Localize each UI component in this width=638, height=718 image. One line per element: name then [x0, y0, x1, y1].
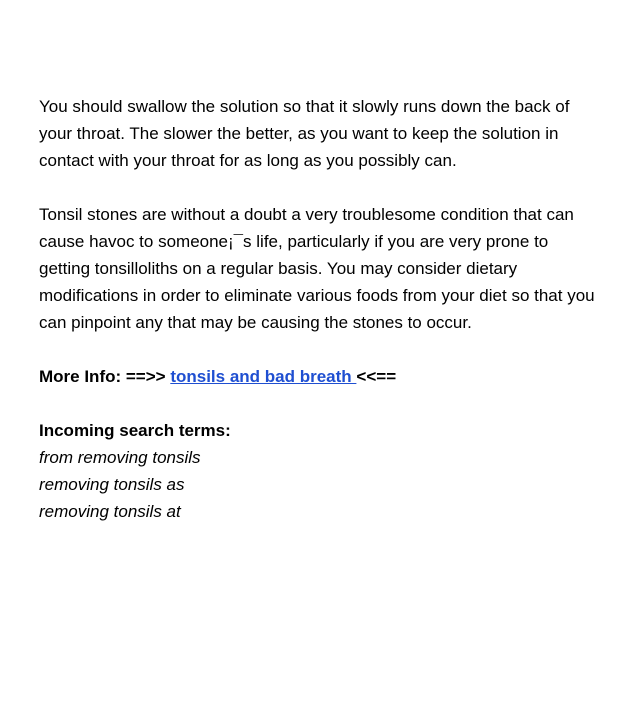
document-page — [39, 93, 599, 525]
search-term: removing tonsils as — [39, 475, 185, 494]
tonsils-bad-breath-link[interactable]: tonsils and bad breath — [170, 367, 357, 386]
more-info-prefix: More Info: ==>> — [39, 367, 171, 386]
paragraph-swallow-solution: You should swallow the solution so that it slowly runs down the back of your throat. The slower the better, as you want to keep the solution in contact with your throat for as long as you possibly can. — [39, 97, 570, 170]
incoming-search-title: Incoming search terms: — [39, 421, 231, 440]
search-term: from removing tonsils — [39, 448, 201, 467]
more-info-line — [39, 363, 599, 390]
search-terms-list — [39, 444, 599, 525]
search-term: removing tonsils at — [39, 502, 181, 521]
more-info-suffix: <<== — [356, 367, 397, 386]
paragraph-tonsil-stones: Tonsil stones are without a doubt a very troublesome condition that can cause havoc to someone¡¯s life, particularly if you are very prone to getting tonsilloliths on a regular basis. You may consider dietary modifications in order to eliminate various foods from your diet so that you can pinpoint any that may be causing the stones to occur. — [39, 205, 595, 332]
